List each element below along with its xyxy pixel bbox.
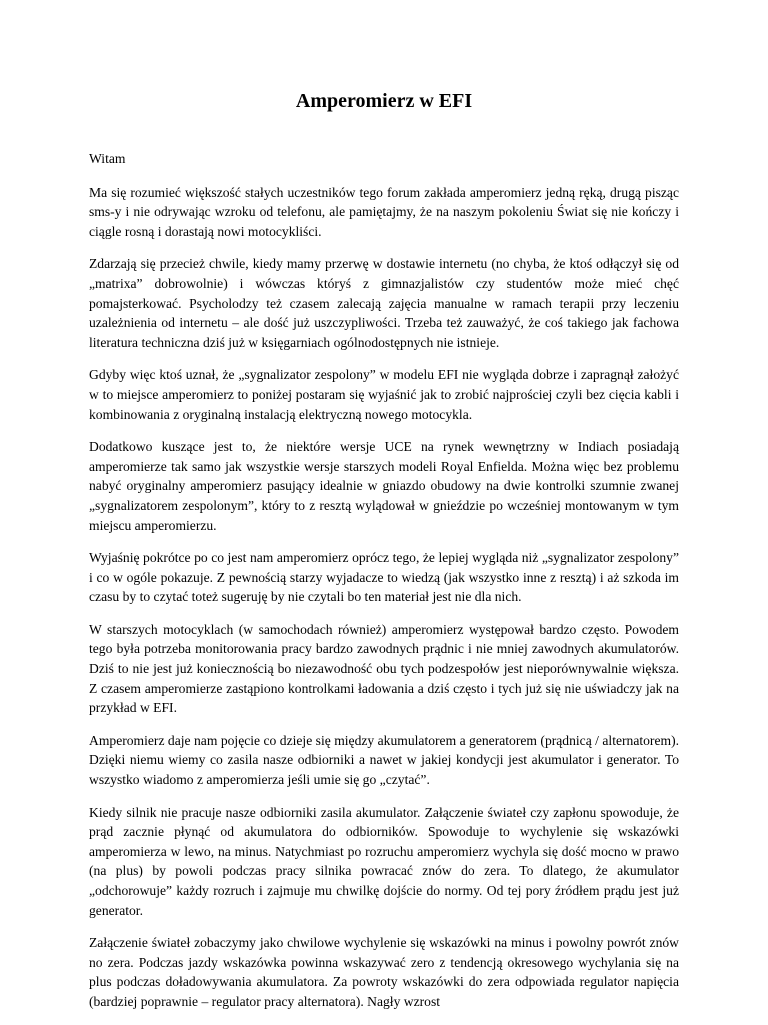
- paragraph-7: Amperomierz daje nam pojęcie co dzieje się między akumulatorem a generatorem (prądnicą / alternatorem). Dzięki niemu wiemy co zasila nasze odbiorniki a nawet w jakiej kondycji jest akumulator i generator. To wszystko wiadomo z amperomierza jeśli umie się go „czytać”.: [89, 732, 679, 788]
- paragraph-8: Kiedy silnik nie pracuje nasze odbiorniki zasila akumulator. Załączenie świateł czy zapłonu spowoduje, że prąd zacznie płynąć od akumulatora do odbiorników. Spowoduje to wychylenie się wskazówki amperomierza w lewo, na minus. Natychmiast po rozruchu amperomierz wychyla się dość mocno w prawo (na plus) by powoli podczas pracy silnika powracać znów do zera. To dlatego, że akumulator „odchorowuje” każdy rozruch i zajmuje mu chwilkę dojście do normy. Od tej pory źródłem prądu jest już generator.: [89, 804, 679, 918]
- document-body: [89, 149, 679, 1025]
- paragraph-3: Gdyby więc ktoś uznał, że „sygnalizator zespolony” w modelu EFI nie wygląda dobrze i zapragnął założyć w to miejsce amperomierz to poniżej postaram się wyjaśnić jak to zrobić najprościej czyli bez cięcia kabli i kombinowania z oryginalną instalacją elektryczną nowego motocykla.: [89, 367, 679, 422]
- paragraph-1: Ma się rozumieć większość stałych uczestników tego forum zakłada amperomierz jedną ręką, drugą pisząc sms-y i nie odrywając wzroku od telefonu, ale pamiętajmy, że na naszym pokoleniu Świat się nie kończy i ciągle rosną i dorastają nowi motocykliści.: [89, 184, 679, 239]
- paragraph-2: Zdarzają się przecież chwile, kiedy mamy przerwę w dostawie internetu (no chyba, że ktoś odłączył się od „matrixa” dobrowolnie) i wówczas któryś z gimnazjalistów czy studentów może mieć chęć pomajsterkować. Psycholodzy też czasem zalecają zajęcia manualne w ramach terapii przy leczeniu uzależnienia od internetu – ale dość już uszczypliwości. Trzeba też zauważyć, że coś takiego jak fachowa literatura techniczna dziś już w księgarniach ogólnodostępnych nie istnieje.: [89, 256, 679, 350]
- paragraph-6: W starszych motocyklach (w samochodach również) amperomierz występował bardzo często. Powodem tego była potrzeba monitorowania pracy bardzo zawodnych prądnic i nie mniej zawodnych akumulatorów. Dziś to nie jest już koniecznością bo niezawodność obu tych podzespołów jest nieporównywalnie większa. Z czasem amperomierze zastąpiono kontrolkami ładowania a dziś często i tych już się nie uświadczy jak na przykład w EFI.: [89, 621, 679, 716]
- paragraph-4: Dodatkowo kuszące jest to, że niektóre wersje UCE na rynek wewnętrzny w Indiach posiadają amperomierze tak samo jak wszystkie wersje starszych modeli Royal Enfielda. Można więc bez problemu nabyć oryginalny amperomierz pasujący idealnie w gniazdo obudowy na dwie kontrolki szumnie zwanej „sygnalizatorem zespolonym”, który to z resztą wylądował w gnieździe po wcześniej montowanym w tym miejscu amperomierzu.: [89, 439, 679, 533]
- document-title: Amperomierz w EFI: [295, 90, 473, 112]
- paragraph-9: Załączenie świateł zobaczymy jako chwilowe wychylenie się wskazówki na minus i powolny powrót znów no zera. Podczas jazdy wskazówka powinna wskazywać zero z tendencją okresowego wychylania się na plus podczas doładowywania akumulatora. Za powroty wskazówki do zera odpowiada regulator napięcia (bardziej poprawnie – regulator pracy alternatora). Nagły wzrost: [89, 935, 679, 1009]
- greeting-line: Witam: [89, 151, 126, 166]
- paragraph-5: Wyjaśnię pokrótce po co jest nam amperomierz oprócz tego, że lepiej wygląda niż „sygnalizator zespolony” i co w ogóle pokazuje. Z pewnością starzy wyjadacze to wiedzą (jak wszystko inne z resztą) i aż szkoda im czasu by to czytać toteż sugeruję by nie czytali bo ten materiał jest nie dla nich.: [89, 550, 679, 605]
